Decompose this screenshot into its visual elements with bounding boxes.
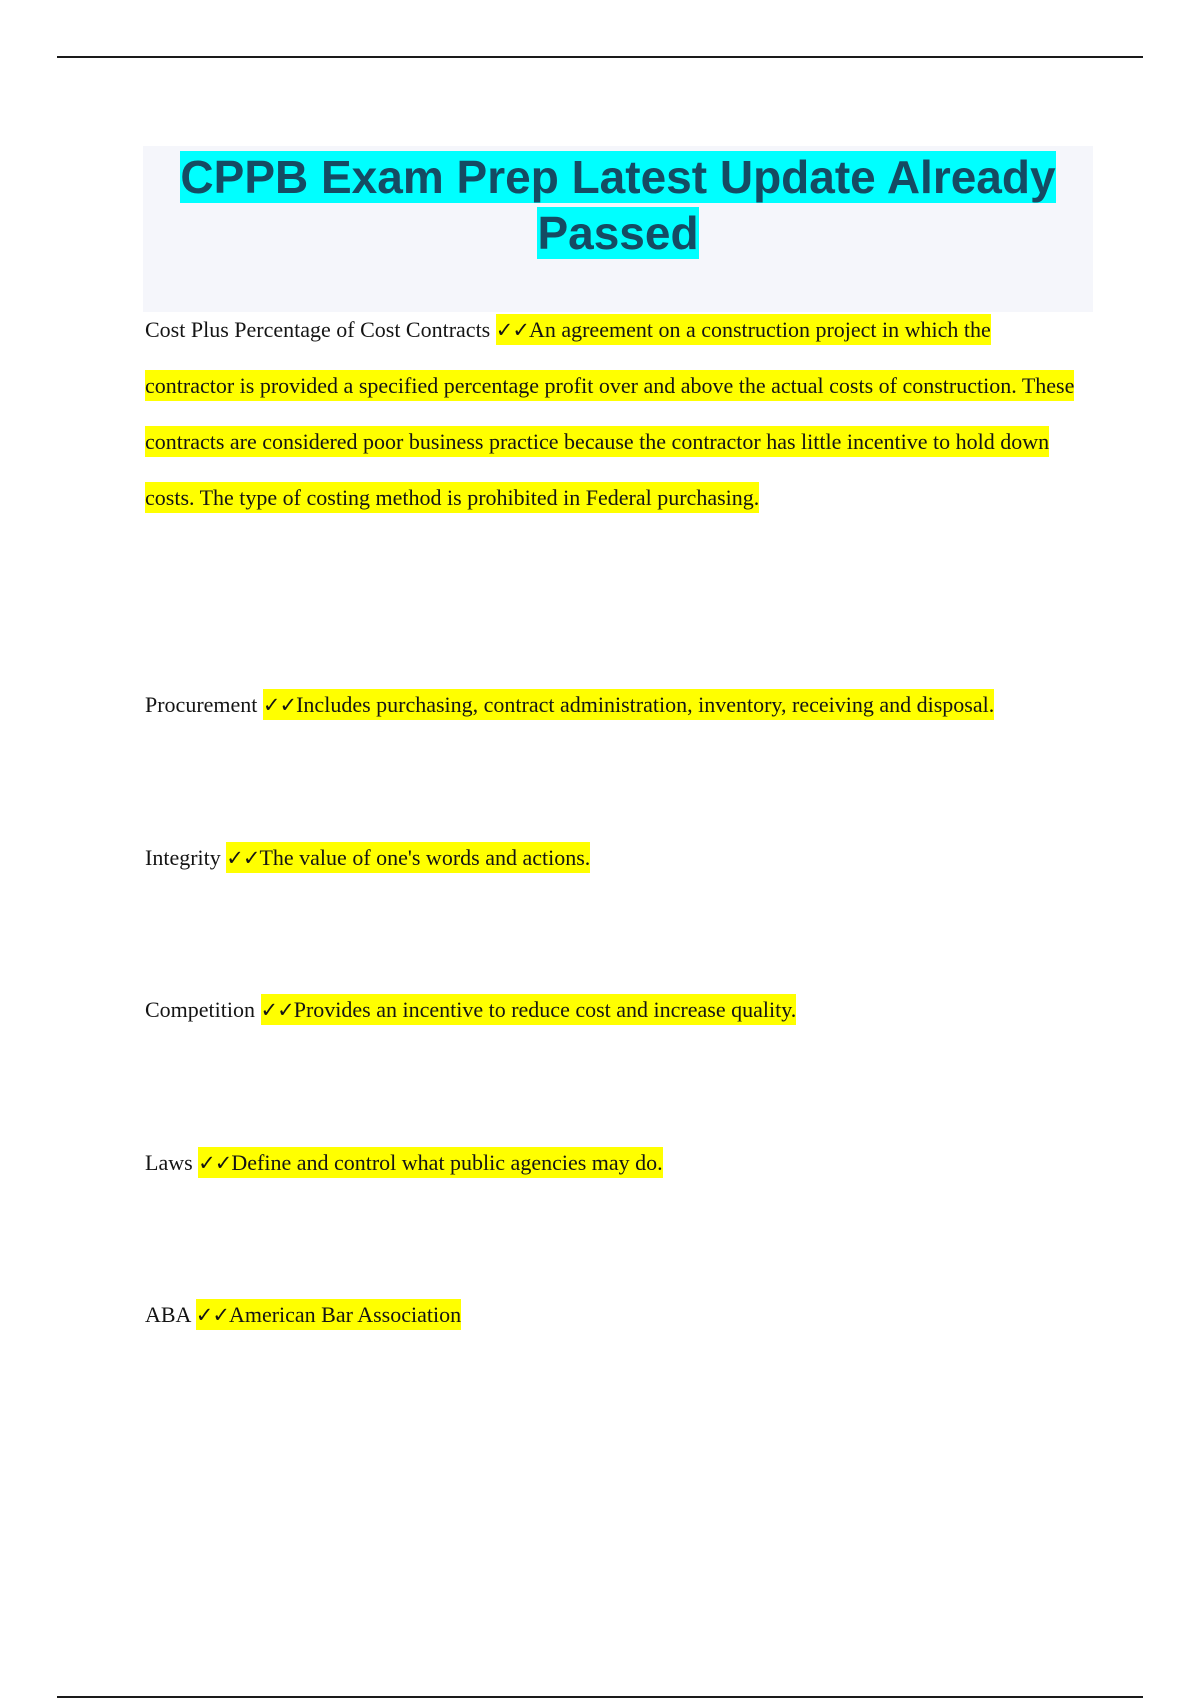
qa-answer: Includes purchasing, contract administration, inventory, receiving and disposal.	[296, 692, 995, 717]
bottom-rule	[57, 1696, 1143, 1698]
qa-entry	[145, 1287, 1085, 1343]
qa-answer: The value of one's words and actions.	[259, 845, 591, 870]
qa-entry	[145, 982, 1085, 1038]
qa-answer-highlight	[196, 1299, 461, 1330]
qa-answer: Define and control what public agencies may do.	[231, 1150, 663, 1175]
double-check-icon: ✓✓	[198, 1151, 232, 1175]
double-check-icon: ✓✓	[262, 693, 297, 717]
qa-term: Laws	[145, 1150, 193, 1175]
qa-answer: An agreement on a construction project in which the contractor is provided a specified percentage profit over and above the actual costs of construction. These contracts are considered poor business practice because the contractor has little incentive to hold down costs. The type of costing method is prohibited in Federal purchasing.	[145, 317, 1075, 510]
qa-term: ABA	[145, 1302, 191, 1327]
double-check-icon: ✓✓	[260, 998, 294, 1022]
top-rule	[57, 56, 1143, 58]
qa-answer-highlight	[226, 842, 590, 873]
qa-term: Competition	[145, 997, 255, 1022]
document-title: CPPB Exam Prep Latest Update Already Passed	[180, 151, 1056, 259]
qa-answer: American Bar Association	[228, 1302, 462, 1327]
qa-answer-highlight	[145, 314, 1074, 513]
qa-entry	[145, 1135, 1085, 1191]
double-check-icon: ✓✓	[226, 846, 260, 870]
qa-answer-highlight	[263, 689, 994, 720]
double-check-icon: ✓✓	[195, 1303, 229, 1327]
qa-entry	[145, 677, 1085, 733]
double-check-icon: ✓✓	[495, 318, 529, 342]
title-block	[143, 146, 1093, 312]
qa-answer: Provides an incentive to reduce cost and increase quality.	[293, 997, 797, 1022]
qa-entry	[145, 830, 1085, 886]
qa-term: Cost Plus Percentage of Cost Contracts	[145, 317, 491, 342]
qa-entry	[145, 302, 1085, 526]
qa-answer-highlight	[198, 1147, 663, 1178]
qa-term: Integrity	[145, 845, 221, 870]
qa-term: Procurement	[145, 692, 258, 717]
qa-answer-highlight	[261, 994, 797, 1025]
